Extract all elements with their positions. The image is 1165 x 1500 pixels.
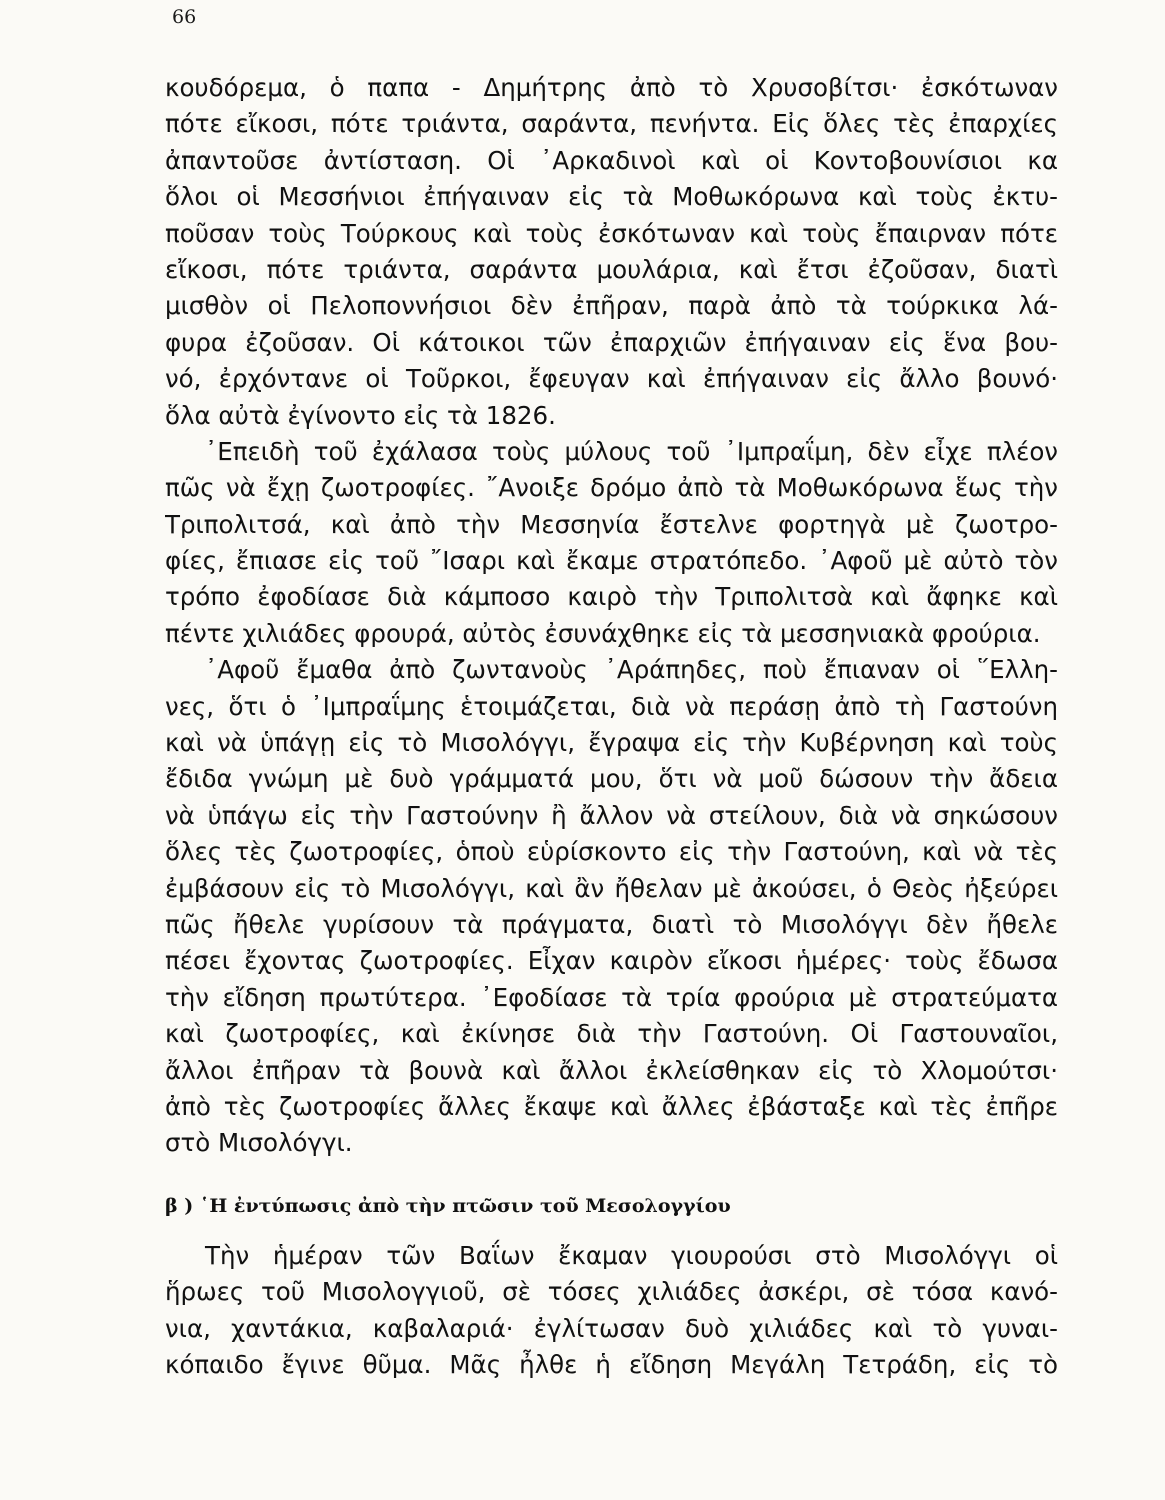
- text-line: στὸ Μισολόγγι.: [165, 1128, 353, 1158]
- text-line: ἀπαντοῦσε ἀντίσταση. Οἱ ᾿Αρκαδινοὶ καὶ οἱ Κοντοβουνίσιοι κα: [165, 145, 1058, 175]
- section-text-block: [165, 1238, 1058, 1384]
- text-line: φίες, ἔπιασε εἰς τοῦ ῎Ισαρι καὶ ἔκαμε στρατόπεδο. ᾿Αφοῦ μὲ αὐτὸ τὸν: [165, 546, 1058, 576]
- text-line: νό, ἐρχόντανε οἱ Τοῦρκοι, ἔφευγαν καὶ ἐπήγαιναν εἰς ἄλλο βουνό·: [165, 364, 1058, 394]
- text-line: κόπαιδο ἔγινε θῦμα. Μᾶς ἦλθε ἡ εἴδηση Μεγάλη Τετράδη, εἰς τὸ: [165, 1350, 1058, 1380]
- text-line: ὅλοι οἱ Μεσσήνιοι ἐπήγαιναν εἰς τὰ Μοθωκόρωνα καὶ τοὺς ἐκτυ-: [165, 182, 1058, 212]
- text-line: κουδόρεμα, ὁ παπα - Δημήτρης ἀπὸ τὸ Χρυσοβίτσι· ἐσκότωναν: [165, 73, 1058, 102]
- text-line: καὶ νὰ ὑπάγῃ εἰς τὸ Μισολόγγι, ἔγραψα εἰς τὴν Κυβέρνηση καὶ τοὺς: [165, 728, 1058, 758]
- text-line: ὅλες τὲς ζωοτροφίες, ὁποὺ εὑρίσκοντο εἰς τὴν Γαστούνη, καὶ νὰ τὲς: [165, 837, 1058, 867]
- text-line: ἐμβάσουν εἰς τὸ Μισολόγγι, καὶ ἂν ἤθελαν μὲ ἀκούσει, ὁ Θεὸς ἠξεύρει: [165, 873, 1058, 903]
- text-line: καὶ ζωοτροφίες, καὶ ἐκίνησε διὰ τὴν Γαστούνη. Οἱ Γαστουναῖοι,: [165, 1019, 1058, 1049]
- text-line: Τριπολιτσά, καὶ ἀπὸ τὴν Μεσσηνία ἔστελνε φορτηγὰ μὲ ζωοτρο-: [165, 509, 1058, 539]
- text-line: πῶς νὰ ἔχῃ ζωοτροφίες. ῎Ανοιξε δρόμο ἀπὸ τὰ Μοθωκόρωνα ἕως τὴν: [165, 473, 1058, 503]
- text-line: φυρα ἐζοῦσαν. Οἱ κάτοικοι τῶν ἐπαρχιῶν ἐπήγαιναν εἰς ἕνα βου-: [165, 327, 1058, 357]
- page-number: 66: [172, 6, 197, 28]
- text-line: πῶς ἤθελε γυρίσουν τὰ πράγματα, διατὶ τὸ Μισολόγγι δὲν ἤθελε: [165, 909, 1058, 939]
- text-line: πέντε χιλιάδες φρουρά, αὐτὸς ἐσυνάχθηκε εἰς τὰ μεσσηνιακὰ φρούρια.: [165, 618, 1041, 648]
- text-line: ἔδιδα γνώμη μὲ δυὸ γράμματά μου, ὅτι νὰ μοῦ δώσουν τὴν ἄδεια: [165, 764, 1058, 794]
- text-line: νες, ὅτι ὁ ᾿Ιμπραΐμης ἑτοιμάζεται, διὰ νὰ περάσῃ ἀπὸ τὴ Γαστούνη: [165, 691, 1058, 721]
- text-line: τὴν εἴδηση πρωτύτερα. ᾿Εφοδίασε τὰ τρία φρούρια μὲ στρατεύματα: [165, 982, 1058, 1012]
- text-line: ποῦσαν τοὺς Τούρκους καὶ τοὺς ἐσκότωναν καὶ τοὺς ἔπαιρναν πότε: [165, 218, 1058, 248]
- text-line: νὰ ὑπάγω εἰς τὴν Γαστούνην ἢ ἄλλον νὰ στείλουν, διὰ νὰ σηκώσουν: [165, 800, 1058, 830]
- text-line: μισθὸν οἱ Πελοποννήσιοι δὲν ἐπῆραν, παρὰ ἀπὸ τὰ τούρκικα λά-: [165, 291, 1058, 321]
- text-line: ἀπὸ τὲς ζωοτροφίες ἄλλες ἔκαψε καὶ ἄλλες ἐβάσταξε καὶ τὲς ἐπῆρε: [165, 1091, 1058, 1121]
- main-text-block: [165, 70, 1058, 1162]
- text-line: τρόπο ἐφοδίασε διὰ κάμποσο καιρὸ τὴν Τριπολιτσὰ καὶ ἄφηκε καὶ: [165, 582, 1058, 612]
- text-line: ἥρωες τοῦ Μισολογγιοῦ, σὲ τόσες χιλιάδες ἀσκέρι, σὲ τόσα κανό-: [165, 1277, 1058, 1307]
- text-line: ἄλλοι ἐπῆραν τὰ βουνὰ καὶ ἄλλοι ἐκλείσθηκαν εἰς τὸ Χλομούτσι·: [165, 1055, 1058, 1085]
- text-line: πέσει ἔχοντας ζωοτροφίες. Εἶχαν καιρὸν εἴκοσι ἡμέρες· τοὺς ἔδωσα: [165, 946, 1058, 976]
- text-line: πότε εἴκοσι, πότε τριάντα, σαράντα, πενήντα. Εἰς ὅλες τὲς ἐπαρχίες: [165, 109, 1058, 139]
- text-line: εἴκοσι, πότε τριάντα, σαράντα μουλάρια, καὶ ἔτσι ἐζοῦσαν, διατὶ: [165, 254, 1058, 284]
- text-line: Τὴν ἡμέραν τῶν Βαΐων ἔκαμαν γιουρούσι στὸ Μισολόγγι οἱ: [205, 1241, 1058, 1270]
- text-line: ὅλα αὐτὰ ἐγίνοντο εἰς τὰ 1826.: [165, 400, 556, 430]
- text-line: νια, χαντάκια, καβαλαριά· ἐγλίτωσαν δυὸ χιλιάδες καὶ τὸ γυναι-: [165, 1313, 1058, 1343]
- text-line: ᾿Αφοῦ ἔμαθα ἀπὸ ζωντανοὺς ᾿Αράπηδες, ποὺ ἔπιαναν οἱ ῞Ελλη-: [205, 655, 1058, 685]
- text-line: ᾿Επειδὴ τοῦ ἐχάλασα τοὺς μύλους τοῦ ᾿Ιμπραΐμη, δὲν εἶχε πλέον: [205, 436, 1058, 466]
- section-heading: β ) ῾Η ἐντύπωσις ἀπὸ τὴν πτῶσιν τοῦ Μεσολογγίου: [165, 1195, 731, 1217]
